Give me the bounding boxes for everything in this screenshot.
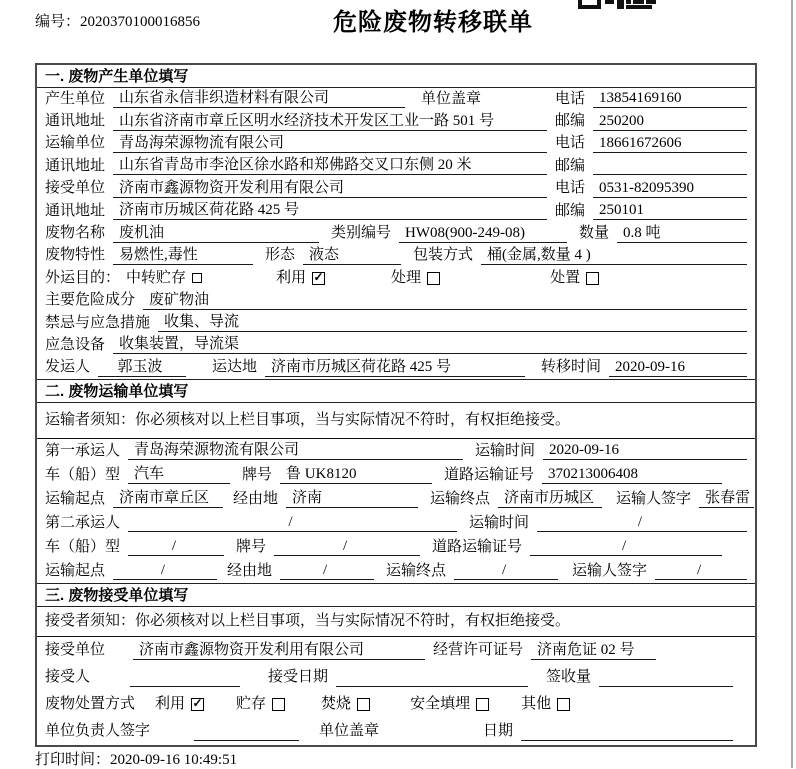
form-row	[37, 637, 755, 664]
field-value: 山东省永信非织造材料有限公司	[113, 90, 405, 108]
field-value: 2020-09-16	[609, 359, 747, 377]
field-label: 签收量	[546, 669, 592, 686]
field-label: 通讯地址	[45, 202, 106, 219]
form-table	[35, 63, 757, 747]
form-row	[37, 312, 755, 334]
field-label: 经由地	[227, 562, 273, 579]
field-label: 道路运输证号	[444, 466, 535, 483]
field-value: /	[530, 538, 722, 556]
field-value: 济南市历城区荷花路 425 号	[265, 359, 525, 377]
field-value: 济南危证 02 号	[531, 642, 656, 660]
form-row	[37, 403, 755, 439]
print-time	[35, 748, 237, 769]
serial-label: 编号：	[35, 14, 81, 30]
field-label: 外运目的：	[45, 269, 121, 286]
field-value: 2020-09-16	[543, 442, 747, 460]
checkbox-item	[391, 271, 440, 286]
field-value: 桶(金属,数量 4 )	[481, 247, 747, 265]
field-label: 形态	[265, 247, 296, 264]
page-edge-line	[791, 0, 793, 768]
form-row	[37, 463, 755, 487]
field-value: 250101	[593, 202, 747, 220]
field-value: 收集、导流	[158, 314, 747, 332]
field-label: 运输时间	[469, 514, 530, 531]
serial-value: 2020370100016856	[80, 14, 201, 30]
checkbox-icon[interactable]	[427, 272, 440, 285]
form-section	[37, 379, 755, 583]
checkbox-item	[155, 697, 204, 712]
field-value: 汽车	[128, 466, 230, 484]
checkbox-icon[interactable]	[192, 273, 202, 283]
field-label: 数量	[579, 225, 610, 242]
field-value: /	[280, 562, 374, 580]
field-label: 产生单位	[45, 90, 106, 107]
form-section	[37, 583, 755, 745]
field-label: 单位盖章	[319, 723, 380, 740]
field-value	[336, 669, 528, 687]
checkbox-label: 焚烧	[321, 696, 352, 713]
field-value: 易燃性,毒性	[113, 247, 253, 265]
field-label: 发运人	[45, 359, 91, 376]
field-value: 济南市章丘区	[113, 490, 223, 508]
field-label: 运达地	[212, 359, 258, 376]
field-value: 张春雷	[699, 490, 754, 508]
field-value: HW08(900-249-08)	[399, 225, 567, 243]
checkbox-item	[126, 271, 202, 286]
checkbox-item	[321, 697, 370, 712]
field-value: 郭玉波	[98, 359, 186, 377]
field-value: /	[113, 562, 217, 580]
field-label: 类别编号	[331, 225, 392, 242]
checkbox-label: 利用	[155, 696, 186, 713]
field-label: 电话	[555, 135, 586, 152]
field-label: 通讯地址	[45, 157, 106, 174]
field-value: 济南市历城区荷花路 425 号	[113, 202, 547, 220]
print-time-value: 2020-09-16 10:49:51	[110, 752, 238, 768]
checkbox-item	[276, 271, 325, 286]
field-label: 通讯地址	[45, 113, 106, 130]
field-label: 接受人	[45, 669, 91, 686]
field-value: 济南市历城区	[498, 490, 602, 508]
form-row	[37, 357, 755, 379]
section-header: 三. 废物接受单位填写	[37, 583, 755, 607]
field-label: 运输起点	[45, 562, 106, 579]
field-value: 废机油	[113, 225, 319, 243]
field-label: 邮编	[555, 113, 586, 130]
field-value: 济南市鑫源物资开发利用有限公司	[113, 180, 547, 198]
checkbox-icon[interactable]	[557, 698, 570, 711]
field-value: 250200	[593, 113, 747, 131]
form-row	[37, 290, 755, 312]
field-value	[130, 669, 240, 687]
form-row	[37, 487, 755, 511]
form-row	[37, 334, 755, 356]
field-value: 370213006408	[542, 466, 722, 484]
field-value: /	[655, 562, 747, 580]
field-value: 废矿物油	[143, 292, 747, 310]
checkbox-checked-icon[interactable]	[312, 272, 325, 285]
checkbox-label: 处理	[391, 269, 422, 286]
field-value: /	[537, 514, 747, 532]
field-value: 济南	[286, 490, 418, 508]
form-row	[37, 155, 755, 177]
form-row	[37, 88, 755, 110]
field-value: 13854169160	[593, 90, 747, 108]
checkbox-icon[interactable]	[357, 698, 370, 711]
field-label: 经营许可证号	[433, 642, 524, 659]
field-label: 邮编	[555, 157, 586, 174]
field-value	[194, 723, 299, 741]
section-header: 二. 废物运输单位填写	[37, 379, 755, 403]
page-title: 危险废物转移联单	[333, 9, 533, 36]
print-time-label: 打印时间：	[35, 752, 111, 768]
form-row	[37, 718, 755, 745]
field-label: 单位负责人签字	[45, 723, 151, 740]
checkbox-item	[550, 271, 599, 286]
section-header: 一. 废物产生单位填写	[37, 65, 755, 88]
field-label: 接受单位	[45, 180, 106, 197]
checkbox-label: 贮存	[236, 696, 267, 713]
checkbox-label: 中转贮存	[126, 269, 187, 286]
field-value: 收集装置，导流渠	[113, 336, 747, 354]
field-label: 车（船）型	[45, 538, 121, 555]
checkbox-checked-icon[interactable]	[191, 698, 204, 711]
field-value: 0.8 吨	[617, 225, 747, 243]
field-label: 包装方式	[413, 247, 474, 264]
field-label: 运输人签字	[616, 490, 692, 507]
checkbox-icon[interactable]	[476, 698, 489, 711]
form-row	[37, 607, 755, 637]
field-label: 电话	[555, 90, 586, 107]
field-value: 0531-82095390	[593, 180, 747, 198]
field-label: 转移时间	[541, 359, 602, 376]
checkbox-label: 利用	[276, 269, 307, 286]
field-value: /	[454, 562, 558, 580]
checkbox-item	[410, 697, 489, 712]
field-label: 邮编	[555, 202, 586, 219]
form-section	[37, 65, 755, 379]
form-row	[37, 178, 755, 200]
field-label: 道路运输证号	[432, 538, 523, 555]
form-row	[37, 439, 755, 463]
field-label: 车（船）型	[45, 466, 121, 483]
field-value: 山东省济南市章丘区明水经济技术开发区工业一路 501 号	[113, 113, 547, 131]
field-label: 接受单位	[45, 642, 106, 659]
field-label: 运输时间	[475, 442, 536, 459]
qr-code-partial-icon	[578, 0, 656, 9]
field-label: 电话	[555, 180, 586, 197]
field-value: /	[128, 514, 457, 532]
field-label: 废物处置方式	[45, 696, 136, 713]
checkbox-item	[521, 697, 570, 712]
field-label: 运输单位	[45, 135, 106, 152]
field-value: /	[128, 538, 224, 556]
form-row	[37, 664, 755, 691]
field-value: 青岛海荣源物流有限公司	[113, 135, 547, 153]
field-value	[521, 723, 733, 741]
field-value: 青岛海荣源物流有限公司	[128, 442, 463, 460]
form-row	[37, 559, 755, 583]
form-row	[37, 110, 755, 132]
form-row	[37, 535, 755, 559]
checkbox-label: 处置	[550, 269, 581, 286]
field-label: 禁忌与应急措施	[45, 314, 151, 331]
field-label: 第二承运人	[45, 514, 121, 531]
field-label: 接受日期	[268, 669, 329, 686]
form-row	[37, 245, 755, 267]
form-row	[37, 267, 755, 289]
field-label: 经由地	[233, 490, 279, 507]
field-value: /	[274, 538, 420, 556]
checkbox-icon[interactable]	[586, 272, 599, 285]
checkbox-icon[interactable]	[272, 698, 285, 711]
field-label: 主要危险成分	[45, 292, 136, 309]
notice-text: 接受者须知：你必须核对以上栏目事项，当与实际情况不符时，有权拒绝接受。	[45, 613, 571, 630]
field-label: 运输起点	[45, 490, 106, 507]
field-label: 废物特性	[45, 247, 106, 264]
form-row	[37, 511, 755, 535]
field-label: 第一承运人	[45, 442, 121, 459]
form-row	[37, 222, 755, 244]
checkbox-label: 其他	[521, 696, 552, 713]
field-label: 牌号	[242, 466, 273, 483]
field-value	[599, 669, 733, 687]
field-value: 山东省青岛市李沧区徐水路和郑佛路交叉口东侧 20 米	[113, 157, 547, 175]
field-label: 牌号	[236, 538, 267, 555]
field-label: 单位盖章	[421, 90, 482, 107]
field-label: 运输人签字	[572, 562, 648, 579]
field-label: 日期	[483, 723, 514, 740]
checkbox-label: 安全填埋	[410, 696, 471, 713]
form-row	[37, 133, 755, 155]
field-label: 废物名称	[45, 225, 106, 242]
field-value: 济南市鑫源物资开发利用有限公司	[133, 642, 425, 660]
field-value	[593, 157, 747, 175]
field-label: 运输终点	[430, 490, 491, 507]
field-value: 鲁 UK8120	[280, 466, 432, 484]
checkbox-item	[236, 697, 285, 712]
notice-text: 运输者须知：你必须核对以上栏目事项，当与实际情况不符时，有权拒绝接受。	[45, 412, 571, 429]
field-value: 18661672606	[593, 135, 747, 153]
field-label: 运输终点	[386, 562, 447, 579]
form-row	[37, 200, 755, 222]
field-label: 应急设备	[45, 336, 106, 353]
field-value: 液态	[303, 247, 401, 265]
form-row	[37, 691, 755, 718]
